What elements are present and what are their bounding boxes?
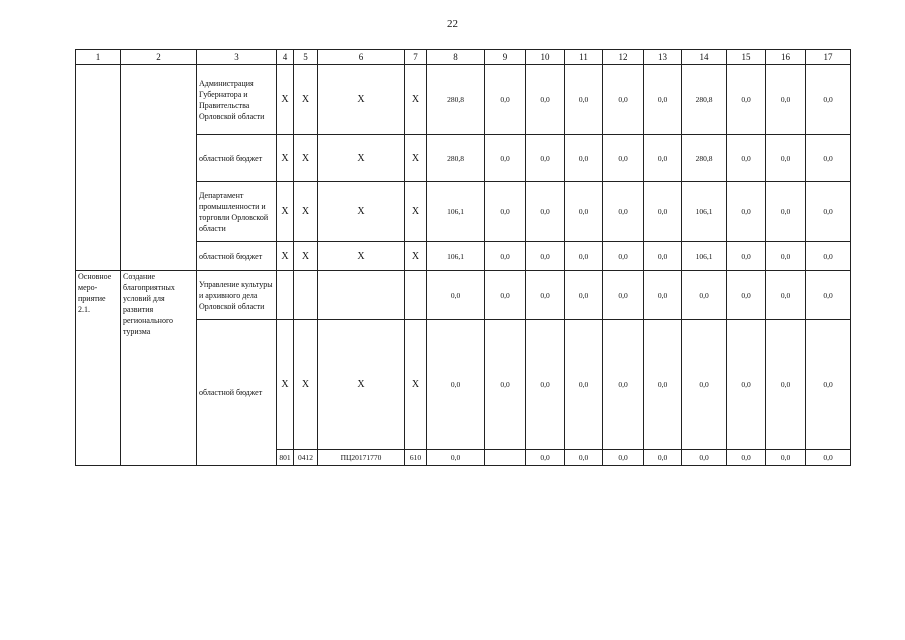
- cell-c6: Х: [318, 65, 405, 135]
- value-cell: 0,0: [603, 271, 644, 320]
- value-cell: 0,0: [644, 271, 682, 320]
- page-number: 22: [447, 18, 458, 30]
- row-label: Администрация Губернатора и Правительства Орловской области: [197, 65, 277, 135]
- value-cell: 106,1: [682, 182, 727, 242]
- value-cell: 0,0: [485, 271, 526, 320]
- value-cell: 0,0: [565, 242, 603, 271]
- value-cell: 0,0: [485, 320, 526, 450]
- cell-c7: Х: [405, 65, 427, 135]
- header-cell: 1: [76, 50, 121, 65]
- value-cell: 0,0: [565, 182, 603, 242]
- header-cell: 9: [485, 50, 526, 65]
- cell-c4: Х: [277, 65, 294, 135]
- value-cell: 0,0: [526, 135, 565, 182]
- table-row: [76, 271, 851, 320]
- value-cell: 0,0: [682, 450, 727, 466]
- row-label: областной бюджет: [197, 135, 277, 182]
- cell-c7: Х: [405, 182, 427, 242]
- header-cell: 5: [294, 50, 318, 65]
- value-cell: 0,0: [806, 182, 851, 242]
- value-cell: 0,0: [727, 242, 766, 271]
- header-cell: 14: [682, 50, 727, 65]
- empty-cell: [121, 65, 197, 271]
- cell-c5: Х: [294, 135, 318, 182]
- value-cell: 0,0: [644, 135, 682, 182]
- measure-number: Основное меро-приятие 2.1.: [76, 271, 121, 466]
- cell-c5: Х: [294, 320, 318, 450]
- cell-c6: [318, 271, 405, 320]
- value-cell: 0,0: [766, 320, 806, 450]
- value-cell: 0,0: [727, 65, 766, 135]
- code-cell: 0412: [294, 450, 318, 466]
- row-label: Департамент промышленности и торговли Орловской области: [197, 182, 277, 242]
- value-cell: 0,0: [526, 65, 565, 135]
- code-cell: 610: [405, 450, 427, 466]
- cell-c7: Х: [405, 242, 427, 271]
- value-cell: 0,0: [526, 242, 565, 271]
- value-cell: 280,8: [427, 135, 485, 182]
- value-cell: 0,0: [727, 271, 766, 320]
- value-cell: 0,0: [644, 65, 682, 135]
- value-cell: 0,0: [682, 320, 727, 450]
- cell-c4: [277, 271, 294, 320]
- cell-c5: Х: [294, 242, 318, 271]
- value-cell: 0,0: [644, 450, 682, 466]
- value-cell: 0,0: [485, 135, 526, 182]
- code-cell: ПЦ20171770: [318, 450, 405, 466]
- cell-c4: Х: [277, 242, 294, 271]
- value-cell: 0,0: [727, 182, 766, 242]
- value-cell: 0,0: [603, 320, 644, 450]
- cell-c6: Х: [318, 182, 405, 242]
- header-cell: 6: [318, 50, 405, 65]
- value-cell: 0,0: [644, 182, 682, 242]
- code-cell: 801: [277, 450, 294, 466]
- value-cell: 280,8: [427, 65, 485, 135]
- header-cell: 11: [565, 50, 603, 65]
- value-cell: [485, 450, 526, 466]
- value-cell: 0,0: [427, 271, 485, 320]
- header-cell: 12: [603, 50, 644, 65]
- value-cell: 0,0: [806, 450, 851, 466]
- value-cell: 0,0: [806, 65, 851, 135]
- value-cell: 0,0: [766, 182, 806, 242]
- value-cell: 106,1: [427, 242, 485, 271]
- value-cell: 0,0: [526, 320, 565, 450]
- header-cell: 10: [526, 50, 565, 65]
- value-cell: 106,1: [682, 242, 727, 271]
- measure-title: Создание благоприятных условий для развития регионального туризма: [121, 271, 197, 466]
- value-cell: 0,0: [565, 65, 603, 135]
- cell-c5: Х: [294, 182, 318, 242]
- value-cell: 280,8: [682, 65, 727, 135]
- cell-c6: Х: [318, 135, 405, 182]
- value-cell: 0,0: [727, 450, 766, 466]
- value-cell: 0,0: [427, 320, 485, 450]
- header-cell: 3: [197, 50, 277, 65]
- value-cell: 0,0: [603, 65, 644, 135]
- value-cell: 0,0: [766, 65, 806, 135]
- value-cell: 0,0: [644, 320, 682, 450]
- value-cell: 0,0: [682, 271, 727, 320]
- value-cell: 0,0: [727, 135, 766, 182]
- budget-table: [75, 49, 851, 466]
- value-cell: 0,0: [427, 450, 485, 466]
- value-cell: 0,0: [806, 242, 851, 271]
- table-row: [76, 65, 851, 135]
- value-cell: 0,0: [565, 450, 603, 466]
- header-cell: 7: [405, 50, 427, 65]
- header-cell: 15: [727, 50, 766, 65]
- header-cell: 2: [121, 50, 197, 65]
- header-cell: 8: [427, 50, 485, 65]
- value-cell: 0,0: [526, 182, 565, 242]
- cell-c4: Х: [277, 135, 294, 182]
- value-cell: 0,0: [644, 242, 682, 271]
- value-cell: 106,1: [427, 182, 485, 242]
- value-cell: 0,0: [603, 242, 644, 271]
- value-cell: 0,0: [766, 135, 806, 182]
- value-cell: 280,8: [682, 135, 727, 182]
- header-cell: 16: [766, 50, 806, 65]
- value-cell: 0,0: [526, 271, 565, 320]
- value-cell: 0,0: [565, 320, 603, 450]
- header-cell: 17: [806, 50, 851, 65]
- cell-c7: Х: [405, 320, 427, 450]
- empty-cell: [76, 65, 121, 271]
- cell-c6: Х: [318, 242, 405, 271]
- value-cell: 0,0: [806, 271, 851, 320]
- value-cell: 0,0: [526, 450, 565, 466]
- cell-c4: Х: [277, 182, 294, 242]
- header-cell: 13: [644, 50, 682, 65]
- cell-c4: Х: [277, 320, 294, 450]
- header-row: [76, 50, 851, 65]
- row-label: областной бюджет: [197, 242, 277, 271]
- cell-c7: [405, 271, 427, 320]
- cell-c6: Х: [318, 320, 405, 450]
- cell-c5: [294, 271, 318, 320]
- value-cell: 0,0: [485, 182, 526, 242]
- header-cell: 4: [277, 50, 294, 65]
- value-cell: 0,0: [806, 320, 851, 450]
- value-cell: 0,0: [766, 271, 806, 320]
- value-cell: 0,0: [727, 320, 766, 450]
- value-cell: 0,0: [806, 135, 851, 182]
- row-label: областной бюджет: [197, 320, 277, 466]
- value-cell: 0,0: [565, 271, 603, 320]
- cell-c5: Х: [294, 65, 318, 135]
- value-cell: 0,0: [766, 450, 806, 466]
- value-cell: 0,0: [603, 135, 644, 182]
- value-cell: 0,0: [485, 242, 526, 271]
- value-cell: 0,0: [603, 182, 644, 242]
- row-label: Управление культуры и архивного дела Орловской области: [197, 271, 277, 320]
- value-cell: 0,0: [565, 135, 603, 182]
- cell-c7: Х: [405, 135, 427, 182]
- value-cell: 0,0: [485, 65, 526, 135]
- value-cell: 0,0: [766, 242, 806, 271]
- value-cell: 0,0: [603, 450, 644, 466]
